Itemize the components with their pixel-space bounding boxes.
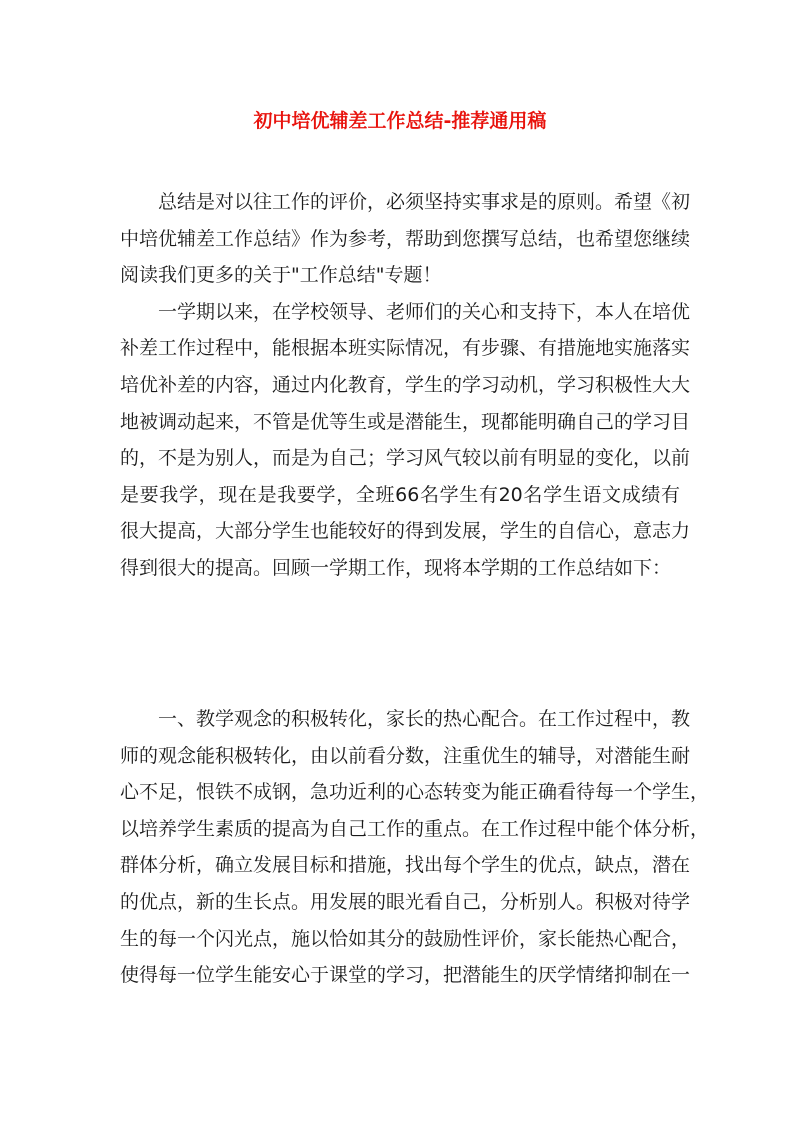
text-line: 使得每一位学生能安心于课堂的学习，把潜能生的厌学情绪抑制在一	[120, 964, 691, 987]
text-line: 的，不是为别人，而是为自己；学习风气较以前有明显的变化，以前	[120, 447, 691, 470]
text-line: 是要我学，现在是我要学，全班66名学生有20名学生语文成绩有	[120, 483, 680, 506]
paragraph-intro	[120, 184, 691, 294]
paragraph-section-one	[120, 701, 710, 994]
text-line: 以培养学生素质的提高为自己工作的重点。在工作过程中能个体分析，	[120, 817, 710, 840]
text-line: 心不足，恨铁不成钢，急功近利的心态转变为能正确看待每一个学生，	[120, 781, 710, 804]
text-line: 很大提高，大部分学生也能较好的得到发展，学生的自信心，意志力	[120, 520, 691, 543]
text-line: 生的每一个闪光点，施以恰如其分的鼓励性评价，家长能热心配合，	[120, 927, 691, 950]
text-line: 得到很大的提高。回顾一学期工作，现将本学期的工作总结如下：	[120, 556, 672, 579]
text-line: 群体分析，确立发展目标和措施，找出每个学生的优点，缺点，潜在	[120, 854, 691, 877]
text-line: 总结是对以往工作的评价，必须坚持实事求是的原则。希望《初	[158, 191, 691, 213]
text-line: 师的观念能积极转化，由以前看分数，注重优生的辅导，对潜能生耐	[120, 744, 691, 767]
text-line: 中培优辅差工作总结》作为参考，帮助到您撰写总结，也希望您继续	[120, 227, 691, 250]
text-line: 一、教学观念的积极转化，家长的热心配合。在工作过程中，教	[158, 708, 691, 730]
text-line: 补差工作过程中，能根据本班实际情况，有步骤、有措施地实施落实	[120, 337, 691, 360]
body-text-block-2	[120, 701, 710, 994]
body-text-block-1	[120, 184, 691, 587]
text-line: 的优点，新的生长点。用发展的眼光看自己，分析别人。积极对待学	[120, 890, 691, 913]
paragraph-overview	[120, 294, 691, 587]
text-line: 阅读我们更多的关于"工作总结"专题！	[120, 264, 442, 287]
text-line: 培优补差的内容，通过内化教育，学生的学习动机，学习积极性大大	[120, 373, 691, 396]
text-line: 地被调动起来，不管是优等生或是潜能生，现都能明确自己的学习目	[120, 410, 691, 433]
text-line: 一学期以来，在学校领导、老师们的关心和支持下，本人在培优	[158, 300, 691, 323]
document-title: 初中培优辅差工作总结-推荐通用稿	[253, 110, 547, 132]
